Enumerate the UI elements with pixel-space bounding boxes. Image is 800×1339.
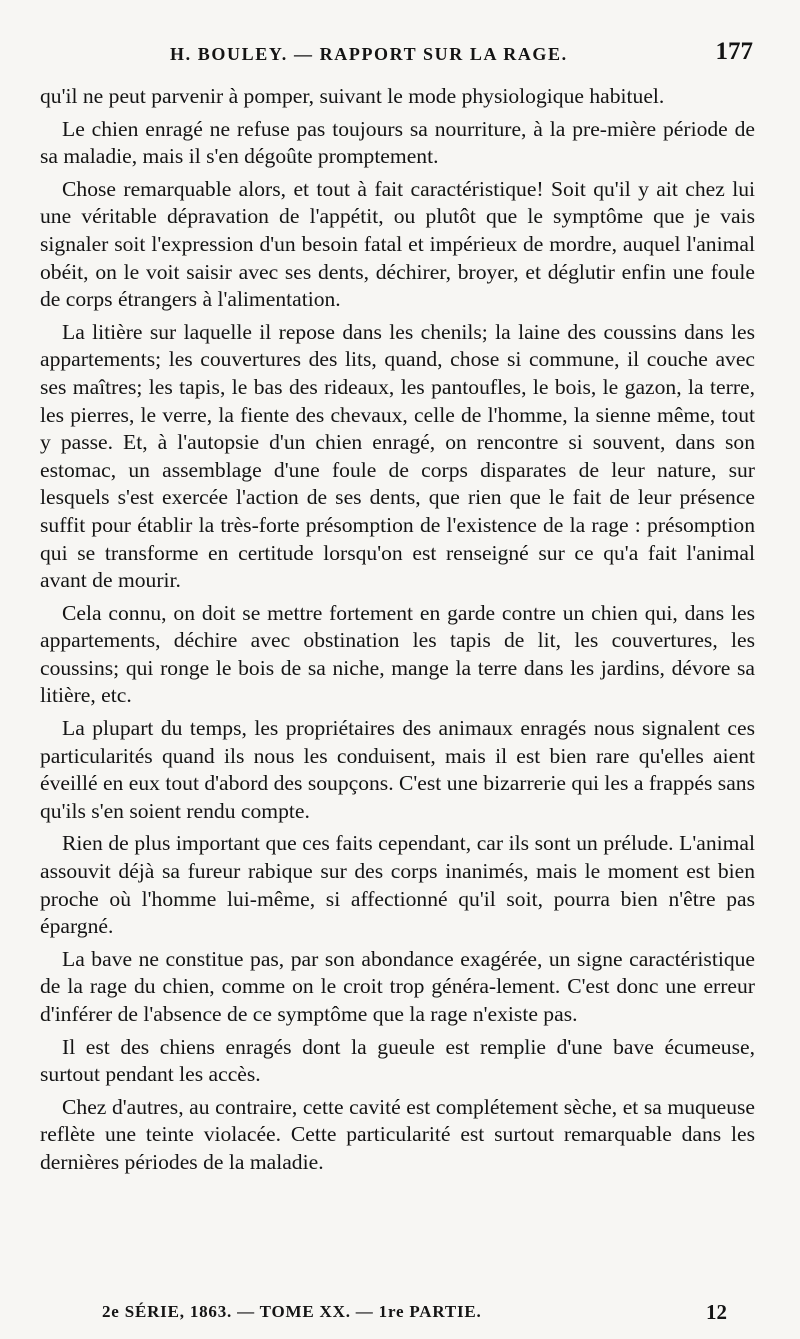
running-head <box>40 38 755 78</box>
paragraph: La bave ne constitue pas, par son abondance exagérée, un signe caractéristique de la rage du chien, comme on le croit trop généra-lement. C'est donc une erreur d'inférer de l'absence de ce symptôme que la rage n'existe pas. <box>40 946 755 1026</box>
footer-signature: 2e SÉRIE, 1863. — TOME XX. — 1re PARTIE. <box>102 1302 482 1321</box>
paragraph: La litière sur laquelle il repose dans les chenils; la laine des coussins dans les appartements; les couvertures des lits, quand, chose si commune, il couche avec ses maîtres; les tapis, le bas des rideaux, les pantoufles, le bois, le gazon, la terre, les pierres, le verre, la fiente des chevaux, celle de l'homme, la sienne même, tout y passe. Et, à l'autopsie d'un chien enragé, on rencontre si souvent, dans son estomac, un assemblage d'une foule de corps disparates de leur nature, sur lesquels s'est exercée l'action de ses dents, que rien que le fait de leur présence suffit pour établir la très-forte présomption de l'existence de la rage : présomption qui se transforme en certitude lorsqu'on est renseigné sur ce qu'a fait l'animal avant de mourir. <box>40 319 755 593</box>
paragraph: Cela connu, on doit se mettre fortement en garde contre un chien qui, dans les appartements, déchire avec obstination les tapis de lit, les couvertures, les coussins; qui ronge le bois de sa niche, mange la terre dans les jardins, dévore sa litière, etc. <box>40 600 755 708</box>
sheet-number: 12 <box>706 1300 727 1324</box>
paragraph: La plupart du temps, les propriétaires des animaux enragés nous signalent ces particularités quand ils nous les conduisent, mais il est bien rare qu'elles aient éveillé en eux tout d'abord des soupçons. C'est une bizarrerie qui les a frappés sans qu'ils s'en soient rendu compte. <box>40 716 755 823</box>
paragraph: Le chien enragé ne refuse pas toujours sa nourriture, à la pre-mière période de sa maladie, mais il s'en dégoûte promptement. <box>40 116 755 169</box>
body-text <box>40 83 755 1182</box>
paragraph: Chose remarquable alors, et tout à fait caractéristique! Soit qu'il y ait chez lui une véritable dépravation de l'appétit, ou plutôt que le symptôme que je vais signaler soit l'expression d'un besoin fatal et impérieux de mordre, auquel l'animal obéit, on le voit saisir avec ses dents, déchirer, broyer, et déglutir enfin une foule de corps étrangers à l'alimentation. <box>40 176 755 312</box>
paragraph: Rien de plus important que ces faits cependant, car ils sont un prélude. L'animal assouvit déjà sa fureur rabique sur des corps inanimés, mais le moment est bien proche où l'homme lui-même, si affectionné qu'il soit, pourra bien n'être pas épargné. <box>40 831 755 939</box>
page-footer <box>40 1300 755 1330</box>
paragraph: Il est des chiens enragés dont la gueule est remplie d'une bave écumeuse, surtout pendant les accès. <box>40 1034 755 1087</box>
page-number: 177 <box>715 38 753 65</box>
running-title: H. BOULEY. — RAPPORT SUR LA RAGE. <box>170 44 568 64</box>
paragraph: Chez d'autres, au contraire, cette cavité est complétement sèche, et sa muqueuse reflète une teinte violacée. Cette particularité est surtout remarquable dans les dernières périodes de la maladie. <box>40 1094 755 1174</box>
paragraph-continued: qu'il ne peut parvenir à pomper, suivant le mode physiologique habituel. <box>40 84 665 108</box>
